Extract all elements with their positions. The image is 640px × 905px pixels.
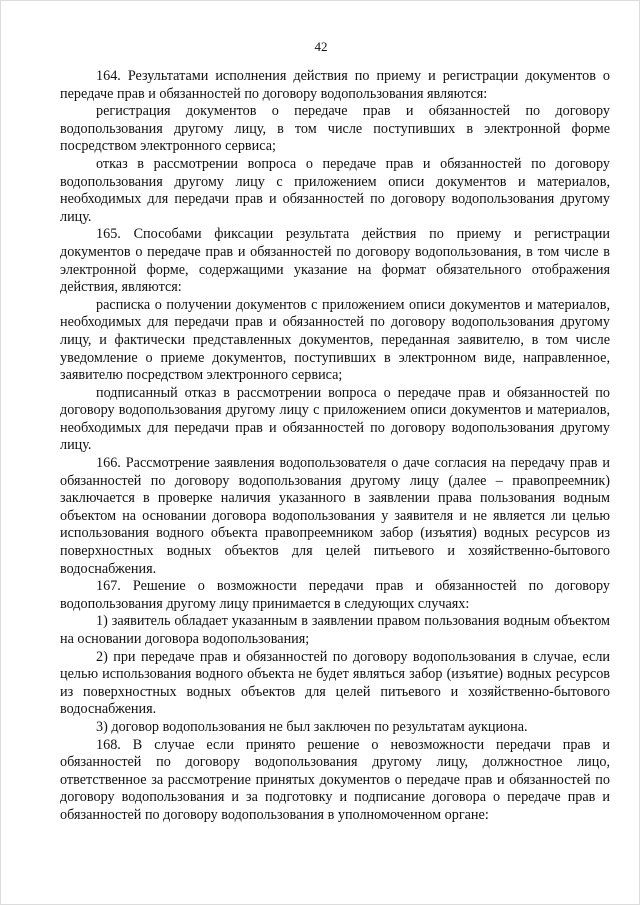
paragraph-167-intro: 167. Решение о возможности передачи прав и обязанностей по договору водопользования другому лицу принимается в следующих случаях: — [60, 578, 610, 612]
paragraph-165-intro: 165. Способами фиксации результата действия по приему и регистрации документов о передаче прав и обязанностей по договору водопользования, в том числе в электронной форме, содержащими указание на формат обязательного отображения действия, являются: — [60, 226, 610, 296]
paragraph-164-refusal: отказ в рассмотрении вопроса о передаче прав и обязанностей по договору водопользования другому лицу с приложением описи документов и материалов, необходимых для передачи прав и обязанностей по договору водопользования другому лицу. — [60, 155, 610, 225]
paragraph-164-intro: 164. Результатами исполнения действия по приему и регистрации документов о передаче прав и обязанностей по договору водопользования являются: — [60, 68, 610, 102]
paragraph-167-item-2: 2) при передаче прав и обязанностей по договору водопользования в случае, если целью использования водного объекта не будет являться забор (изъятие) водных ресурсов из поверхностных водных объектов для целей питьевого и хозяйственно-бытового водоснабжения. — [60, 648, 610, 718]
paragraph-164-registration: регистрация документов о передаче прав и обязанностей по договору водопользования другому лицу, в том числе поступивших в электронной форме посредством электронного сервиса; — [60, 103, 610, 155]
paragraph-165-signed-refusal: подписанный отказ в рассмотрении вопроса о передаче прав и обязанностей по договору водопользования другому лицу с приложением описи документов и материалов, необходимых для передачи прав и обязанностей по договору водопользования другому лицу. — [60, 384, 610, 454]
paragraph-166: 166. Рассмотрение заявления водопользователя о даче согласия на передачу прав и обязанностей по договору водопользования другому лицу (далее – правопреемник) заключается в проверке наличия указанного в заявлении права пользования водным объектом на основании договора водопользования у заявителя и не является ли целью использования водного объекта правопреемником забор (изъятия) водных ресурсов из поверхностных водных объектов для целей питьевого и хозяйственно-бытового водоснабжения. — [60, 455, 610, 577]
paragraph-167-item-3: 3) договор водопользования не был заключен по результатам аукциона. — [96, 718, 528, 735]
paragraph-165-receipt: расписка о получении документов с приложением описи документов и материалов, необходимых для передачи прав и обязанностей по договору водопользования другому лицу, и фактически представленных документов, переданная заявителю, в том числе уведомление о приеме документов, поступивших в электронном виде, направленное, заявителю посредством электронного сервиса; — [60, 296, 610, 384]
document-body — [60, 68, 610, 825]
paragraph-167-item-1: 1) заявитель обладает указанным в заявлении правом пользования водным объектом на основании договора водопользования; — [60, 613, 610, 647]
paragraph-168: 168. В случае если принято решение о невозможности передачи прав и обязанностей по договору водопользования другому лицу, должностное лицо, ответственное за рассмотрение принятых документов о передаче прав и обязанностей по договору водопользования и за подготовку и подписание договора о передаче прав и обязанностей по договору водопользования в уполномоченном органе: — [60, 736, 610, 823]
page-number: 42 — [314, 39, 328, 54]
